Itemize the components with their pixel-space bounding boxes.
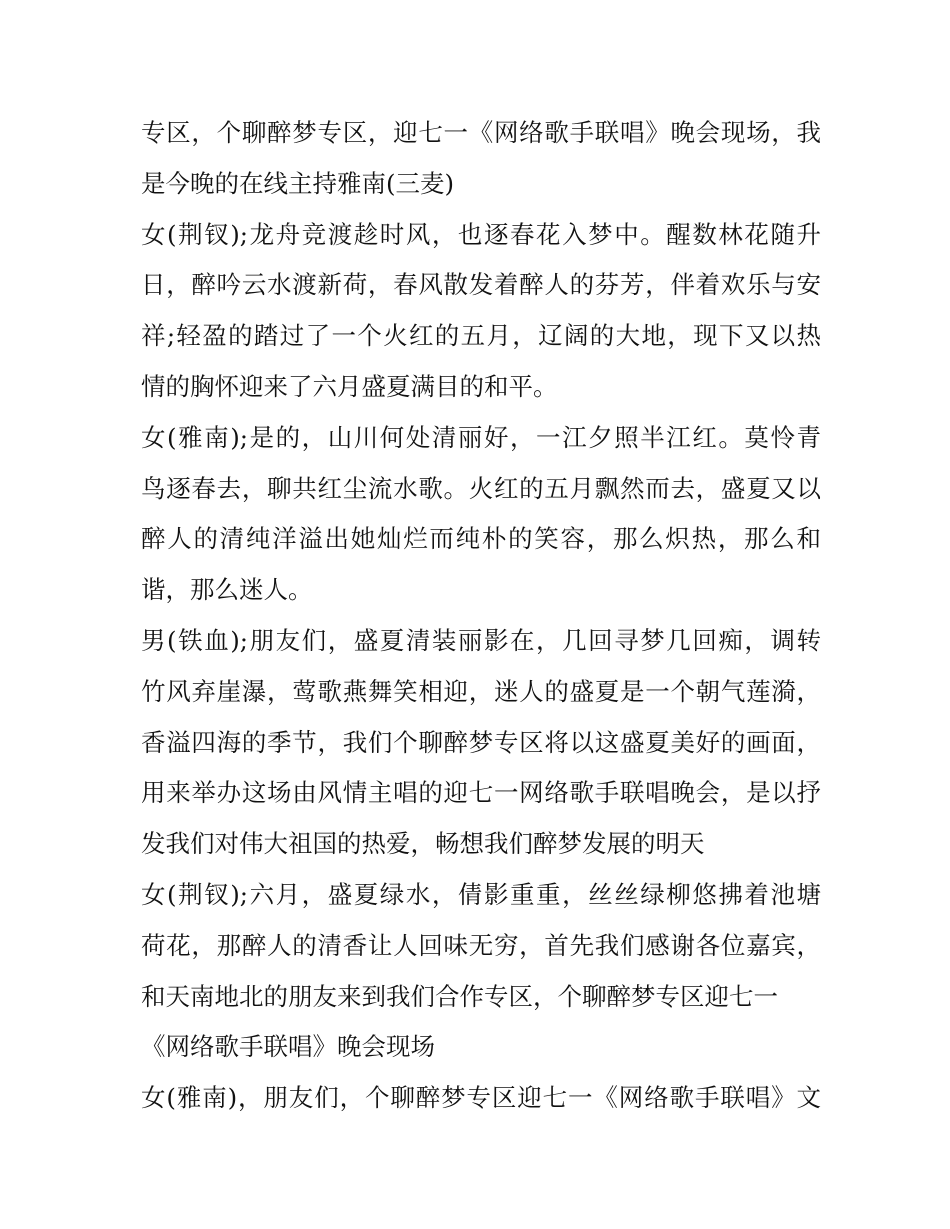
text-line-13: 香溢四海的季节，我们个聊醉梦专区将以这盛夏美好的画面， xyxy=(141,727,821,757)
text-line-7: 女(雅南);是的，山川何处清丽好，一江夕照半江红。莫怜青 xyxy=(141,422,821,452)
text-line-9: 醉人的清纯洋溢出她灿烂而纯朴的笑容，那么炽热，那么和 xyxy=(141,524,821,554)
text-line-1: 专区，个聊醉梦专区，迎七一《网络歌手联唱》晚会现场，我 xyxy=(141,118,821,147)
text-line-18: 和天南地北的朋友来到我们合作专区，个聊醉梦专区迎七一 xyxy=(141,981,778,1011)
body-text xyxy=(141,108,821,1124)
text-line-12: 竹风弃崖瀑，莺歌燕舞笑相迎，迷人的盛夏是一个朝气莲漪， xyxy=(141,676,821,706)
text-line-16: 女(荆钗);六月，盛夏绿水，倩影重重，丝丝绿柳悠拂着池塘 xyxy=(141,879,821,909)
text-line-3: 女(荆钗);龙舟竞渡趁时风，也逐春花入梦中。醒数林花随升 xyxy=(141,219,821,249)
text-line-8: 鸟逐春去，聊共红尘流水歌。火红的五月飘然而去，盛夏又以 xyxy=(141,473,821,503)
text-line-15: 发我们对伟大祖国的热爱，畅想我们醉梦发展的明天 xyxy=(141,829,705,859)
text-line-20: 女(雅南)，朋友们，个聊醉梦专区迎七一《网络歌手联唱》文 xyxy=(141,1083,821,1113)
text-line-2: 是今晚的在线主持雅南(三麦) xyxy=(141,168,455,198)
text-line-17: 荷花，那醉人的清香让人回味无穷，首先我们感谢各位嘉宾， xyxy=(141,930,821,960)
text-line-5: 祥;轻盈的踏过了一个火红的五月，辽阔的大地，现下又以热 xyxy=(141,321,821,351)
text-line-10: 谐，那么迷人。 xyxy=(141,575,313,605)
text-line-11: 男(铁血);朋友们，盛夏清装丽影在，几回寻梦几回痴，调转 xyxy=(141,625,821,655)
text-line-14: 用来举办这场由风情主唱的迎七一网络歌手联唱晚会，是以抒 xyxy=(141,778,821,808)
text-line-6: 情的胸怀迎来了六月盛夏满目的和平。 xyxy=(141,371,558,401)
text-line-19: 《网络歌手联唱》晚会现场 xyxy=(141,1032,435,1062)
text-line-4: 日，醉吟云水渡新荷，春风散发着醉人的芬芳，伴着欢乐与安 xyxy=(141,270,821,300)
